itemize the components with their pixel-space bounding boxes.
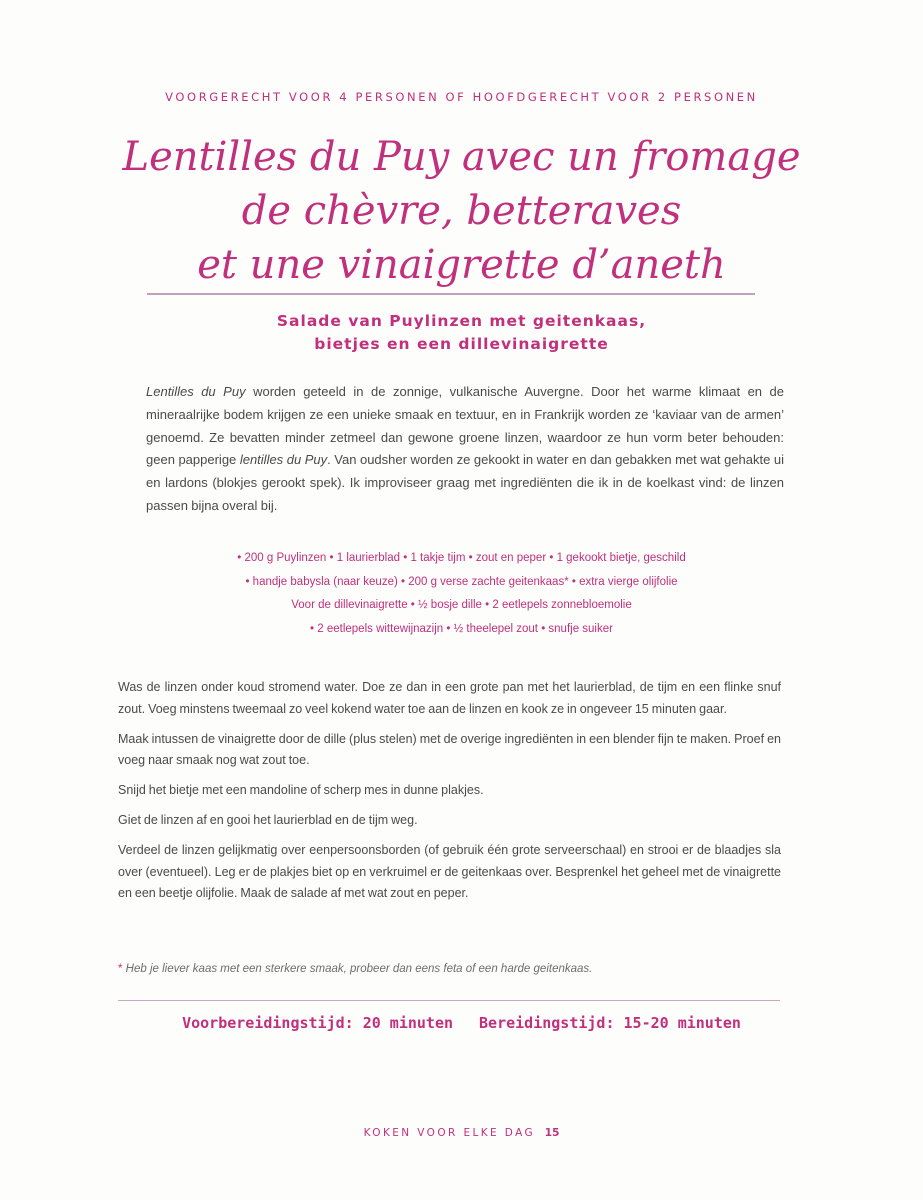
- prep-time: Voorbereidingstijd: 20 minuten: [182, 1014, 454, 1032]
- title-line: de chèvre, betteraves: [241, 188, 682, 234]
- recipe-title-french: [60, 130, 863, 292]
- intro-paragraph: [146, 381, 784, 518]
- recipe-subtitle-dutch: [150, 310, 773, 356]
- ingredient-line: • handje babysla (naar keuze) • 200 g verse zachte geitenkaas* • extra vierge olijfolie: [245, 575, 678, 588]
- intro-inline-italic: lentilles du Puy: [239, 452, 328, 468]
- title-line: Lentilles du Puy avec un fromage: [122, 134, 801, 180]
- title-divider: [147, 293, 755, 295]
- method-step: Snijd het bietje met een mandoline of scherp mes in dunne plakjes.: [118, 783, 484, 797]
- intro-text: worden geteeld in de zonnige, vulkanische Auvergne. Door het warme klimaat en de mineraalrijke bodem krijgen ze een unieke smaak en textuur, en in Frankrijk worden ze ‘kaviaar van de armen’ genoemd. Ze bevatten minder zetmeel dan gewone groene linzen, waardoor ze hun vorm beter behouden: geen papperige: [146, 384, 784, 468]
- ingredient-line: • 2 eetlepels wittewijnazijn • ½ theelepel zout • snufje suiker: [310, 622, 613, 635]
- method-step: Was de linzen onder koud stromend water. Doe ze dan in een grote pan met het laurierblad, de tijm en een flinke snuf zout. Voeg minstens tweemaal zo veel kokend water toe aan de linzen en kook ze in ongeveer 15 minuten gaar.: [118, 680, 781, 716]
- serving-kicker: VOORGERECHT VOOR 4 PERSONEN OF HOOFDGERECHT VOOR 2 PERSONEN: [165, 90, 758, 104]
- method-step: Giet de linzen af en gooi het laurierblad en de tijm weg.: [118, 813, 418, 827]
- book-title: KOKEN VOOR ELKE DAG: [363, 1127, 536, 1139]
- ingredients-list: [130, 547, 793, 641]
- footnote-text: Heb je liever kaas met een sterkere smaak, probeer dan eens feta of een harde geitenkaas.: [122, 963, 593, 975]
- cook-time: Bereidingstijd: 15-20 minuten: [479, 1014, 741, 1032]
- intro-lead-italic: Lentilles du Puy: [146, 384, 246, 399]
- page-footer: [0, 1127, 923, 1139]
- footnote: [118, 963, 781, 975]
- method-step: Verdeel de linzen gelijkmatig over eenpersoonsborden (of gebruik één grote serveerschaal) en strooi er de blaadjes sla over (eventueel). Leg er de plakjes biet op en verkruimel er de geitenkaas over. Besprenkel het geheel met de vinaigrette en een beetje olijfolie. Maak de salade af met wat zout en peper.: [118, 843, 781, 900]
- method-step: Maak intussen de vinaigrette door de dille (plus stelen) met de overige ingrediënten in een blender fijn te maken. Proef en voeg naar smaak nog wat zout toe.: [118, 731, 781, 767]
- intro-text: . Van oudsher worden ze gekookt in water en dan gebakken met wat gehakte ui en lardons (blokjes gerookt spek). Ik improviseer graag met ingrediënten die ik in de koelkast vind: de linzen passen bijna overal bij.: [146, 452, 784, 513]
- method-steps: [118, 677, 781, 913]
- title-line: et une vinaigrette d’aneth: [197, 242, 726, 288]
- subtitle-line: Salade van Puylinzen met geitenkaas,: [276, 312, 647, 330]
- timing-row: [0, 1014, 923, 1032]
- times-divider: [118, 1000, 780, 1001]
- ingredient-line: • 200 g Puylinzen • 1 laurierblad • 1 takje tijm • zout en peper • 1 gekookt bietje, geschild: [237, 552, 686, 564]
- subtitle-line: bietjes en een dillevinaigrette: [314, 335, 609, 353]
- footnote-asterisk: *: [118, 963, 123, 975]
- ingredient-line: Voor de dillevinaigrette • ½ bosje dille • 2 eetlepels zonnebloemolie: [291, 599, 632, 611]
- page-number: 15: [544, 1127, 560, 1139]
